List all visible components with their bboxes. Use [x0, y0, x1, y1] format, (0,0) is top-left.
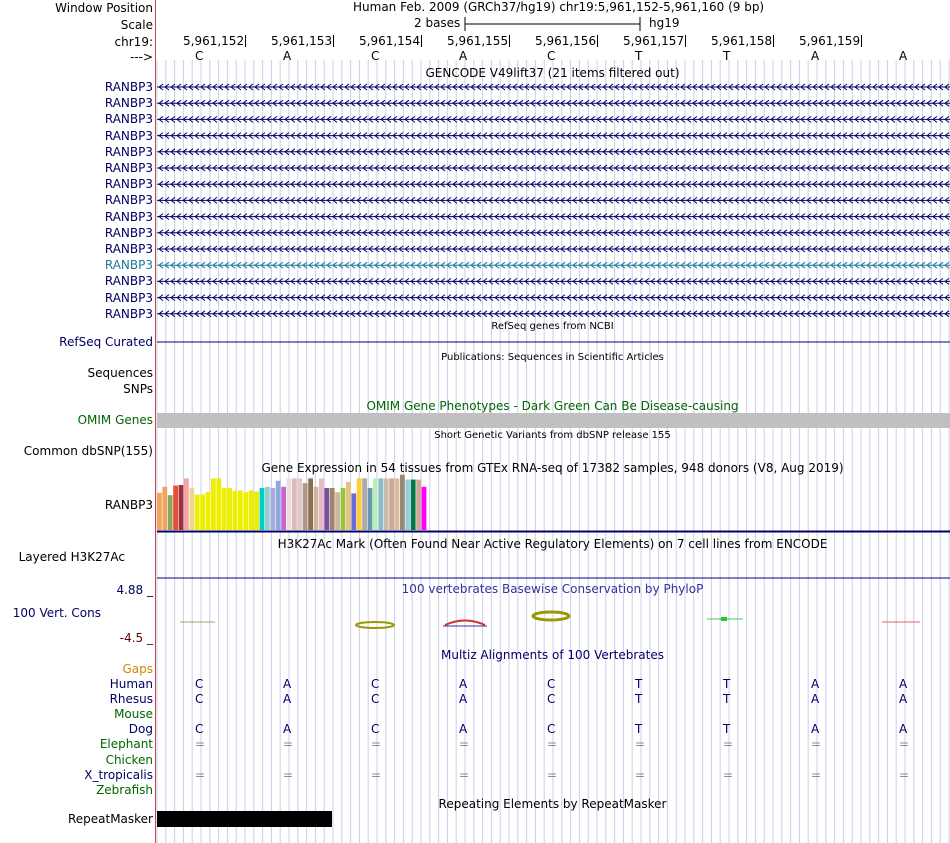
reference-base: A [811, 49, 820, 63]
gencode-track-title[interactable]: GENCODE V49lift37 (21 items filtered out) [425, 66, 680, 80]
reference-base: C [547, 49, 556, 63]
aligned-base: = [635, 737, 646, 752]
h3k27ac-track-label[interactable]: Layered H3K27Ac [18, 550, 125, 564]
aligned-base: C [547, 722, 556, 737]
gencode-gene-label[interactable]: RANBP3 [104, 161, 153, 175]
h3k27ac-track-title[interactable]: H3K27Ac Mark (Often Found Near Active Regulatory Elements) on 7 cell lines from ENCODE [277, 537, 828, 551]
aligned-base: = [723, 737, 734, 752]
gencode-gene-label[interactable]: RANBP3 [104, 193, 153, 208]
coordinate-label: 5,961,152 [183, 34, 245, 48]
aligned-base: = [547, 737, 558, 752]
refseq-track-title[interactable]: RefSeq genes from NCBI [491, 321, 614, 332]
gencode-gene-label[interactable]: RANBP3 [104, 306, 153, 321]
species-label[interactable]: Rhesus [109, 692, 153, 707]
conservation-glyphs[interactable] [155, 0, 950, 640]
scale-label: Scale [120, 18, 153, 32]
conservation-track-label[interactable]: 100 Vert. Cons [12, 606, 101, 620]
aligned-base: A [899, 677, 908, 691]
coordinate-label: 5,961,159 [799, 34, 861, 48]
aligned-base: A [459, 722, 468, 737]
gencode-gene-label[interactable]: RANBP3 [104, 144, 153, 159]
track-display-area[interactable] [155, 0, 950, 843]
gencode-gene-label[interactable]: RANBP3 [104, 177, 153, 192]
repeatmasker-track-title[interactable]: Repeating Elements by RepeatMasker [438, 797, 667, 811]
species-label[interactable]: X_tropicalis [84, 767, 153, 782]
gencode-gene-label[interactable]: RANBP3 [104, 242, 153, 256]
coordinate-label: 5,961,158 [711, 34, 773, 48]
aligned-base: T [723, 677, 731, 691]
aligned-base: A [459, 692, 468, 707]
aligned-base: = [459, 767, 470, 782]
aligned-base: T [635, 677, 643, 691]
gencode-gene-label[interactable]: RANBP3 [104, 290, 153, 305]
omim-track-label[interactable]: OMIM Genes [77, 413, 153, 427]
species-label[interactable]: Human [109, 677, 153, 691]
aligned-base: A [899, 722, 908, 737]
aligned-base: T [723, 722, 731, 737]
aligned-base: = [371, 767, 382, 782]
reference-base: T [635, 49, 643, 63]
species-label[interactable]: Dog [128, 722, 153, 737]
scale-bar-text: 2 bases [414, 16, 461, 30]
gencode-gene-label[interactable]: RANBP3 [104, 274, 153, 289]
chrom-label: chr19: [114, 35, 153, 49]
strand-arrow-label: ---> [129, 50, 153, 64]
aligned-base: A [811, 722, 820, 737]
reference-base: A [899, 49, 908, 63]
gtex-track-title[interactable]: Gene Expression in 54 tissues from GTEx RNA-seq of 17382 samples, 948 donors (V8, Aug 2019) [261, 461, 844, 475]
conservation-max-label: 4.88 _ [116, 583, 153, 597]
omim-track-title[interactable]: OMIM Gene Phenotypes - Dark Green Can Be Disease-causing [366, 399, 739, 413]
dbsnp-track-title[interactable]: Short Genetic Variants from dbSNP release 155 [434, 430, 671, 441]
aligned-base: = [459, 737, 470, 752]
gencode-gene-label[interactable]: RANBP3 [104, 128, 153, 143]
aligned-base: C [195, 722, 204, 737]
reference-base: A [283, 49, 292, 63]
aligned-base: = [547, 767, 558, 782]
aligned-base: = [723, 767, 734, 782]
aligned-base: = [283, 737, 294, 752]
repeatmasker-element[interactable] [157, 811, 332, 827]
aligned-base: A [811, 692, 820, 707]
reference-base: A [459, 49, 468, 63]
publications-track-title[interactable]: Publications: Sequences in Scientific Articles [441, 352, 664, 363]
multiz-track-title[interactable]: Multiz Alignments of 100 Vertebrates [440, 648, 665, 662]
aligned-base: A [811, 677, 820, 691]
conservation-peak-mark [721, 617, 727, 621]
gencode-gene-label[interactable]: RANBP3 [104, 258, 153, 273]
conservation-min-label: -4.5 _ [119, 631, 153, 645]
reference-base: T [723, 49, 731, 63]
aligned-base: C [547, 692, 556, 707]
aligned-base: = [195, 737, 206, 752]
assembly-position-text: Human Feb. 2009 (GRCh37/hg19) chr19:5,961,152-5,961,160 (9 bp) [353, 0, 765, 14]
species-label[interactable]: Mouse [114, 707, 153, 722]
aligned-base: C [371, 692, 380, 707]
coordinate-label: 5,961,156 [535, 34, 597, 48]
aligned-base: A [899, 692, 908, 707]
repeatmasker-label[interactable]: RepeatMasker [67, 812, 153, 826]
aligned-base: C [195, 692, 204, 707]
aligned-base: T [635, 722, 643, 737]
species-label[interactable]: Chicken [105, 752, 153, 767]
refseq-track-label[interactable]: RefSeq Curated [59, 335, 153, 349]
aligned-base: = [811, 767, 822, 782]
aligned-base: = [283, 767, 294, 782]
aligned-base: A [283, 722, 292, 737]
aligned-base: = [371, 737, 382, 752]
aligned-base: A [283, 677, 292, 691]
gencode-gene-label[interactable]: RANBP3 [104, 96, 153, 111]
coordinate-label: 5,961,153 [271, 34, 333, 48]
gencode-gene-label[interactable]: RANBP3 [104, 209, 153, 224]
aligned-base: = [899, 737, 910, 752]
gencode-gene-label[interactable]: RANBP3 [104, 112, 153, 127]
gaps-label: Gaps [122, 662, 153, 676]
coordinate-label: 5,961,155 [447, 34, 509, 48]
aligned-base: = [899, 767, 910, 782]
gtex-gene-label[interactable]: RANBP3 [104, 498, 153, 512]
gencode-gene-label[interactable]: RANBP3 [104, 225, 153, 240]
species-label[interactable]: Elephant [99, 737, 153, 752]
aligned-base: = [811, 737, 822, 752]
gencode-gene-label[interactable]: RANBP3 [104, 80, 153, 94]
aligned-base: = [635, 767, 646, 782]
aligned-base: T [635, 692, 643, 707]
scale-db-text: hg19 [649, 16, 680, 30]
aligned-base: C [195, 677, 204, 691]
species-label[interactable]: Zebrafish [96, 782, 153, 797]
window-position-label: Window Position [55, 1, 153, 15]
coordinate-label: 5,961,157 [623, 34, 685, 48]
conservation-track-title[interactable]: 100 vertebrates Basewise Conservation by PhyloP [401, 582, 704, 596]
aligned-base: C [371, 722, 380, 737]
track-label-panel [0, 0, 155, 843]
reference-base: C [195, 49, 204, 63]
reference-base: C [371, 49, 380, 63]
aligned-base: T [723, 692, 731, 707]
aligned-base: C [547, 677, 556, 691]
sequences-track-label[interactable]: Sequences [87, 366, 153, 380]
aligned-base: A [459, 677, 468, 691]
aligned-base: = [195, 767, 206, 782]
aligned-base: C [371, 677, 380, 691]
coordinate-label: 5,961,154 [359, 34, 421, 48]
aligned-base: A [283, 692, 292, 707]
snps-track-label[interactable]: SNPs [123, 382, 153, 396]
dbsnp-track-label[interactable]: Common dbSNP(155) [23, 444, 153, 458]
